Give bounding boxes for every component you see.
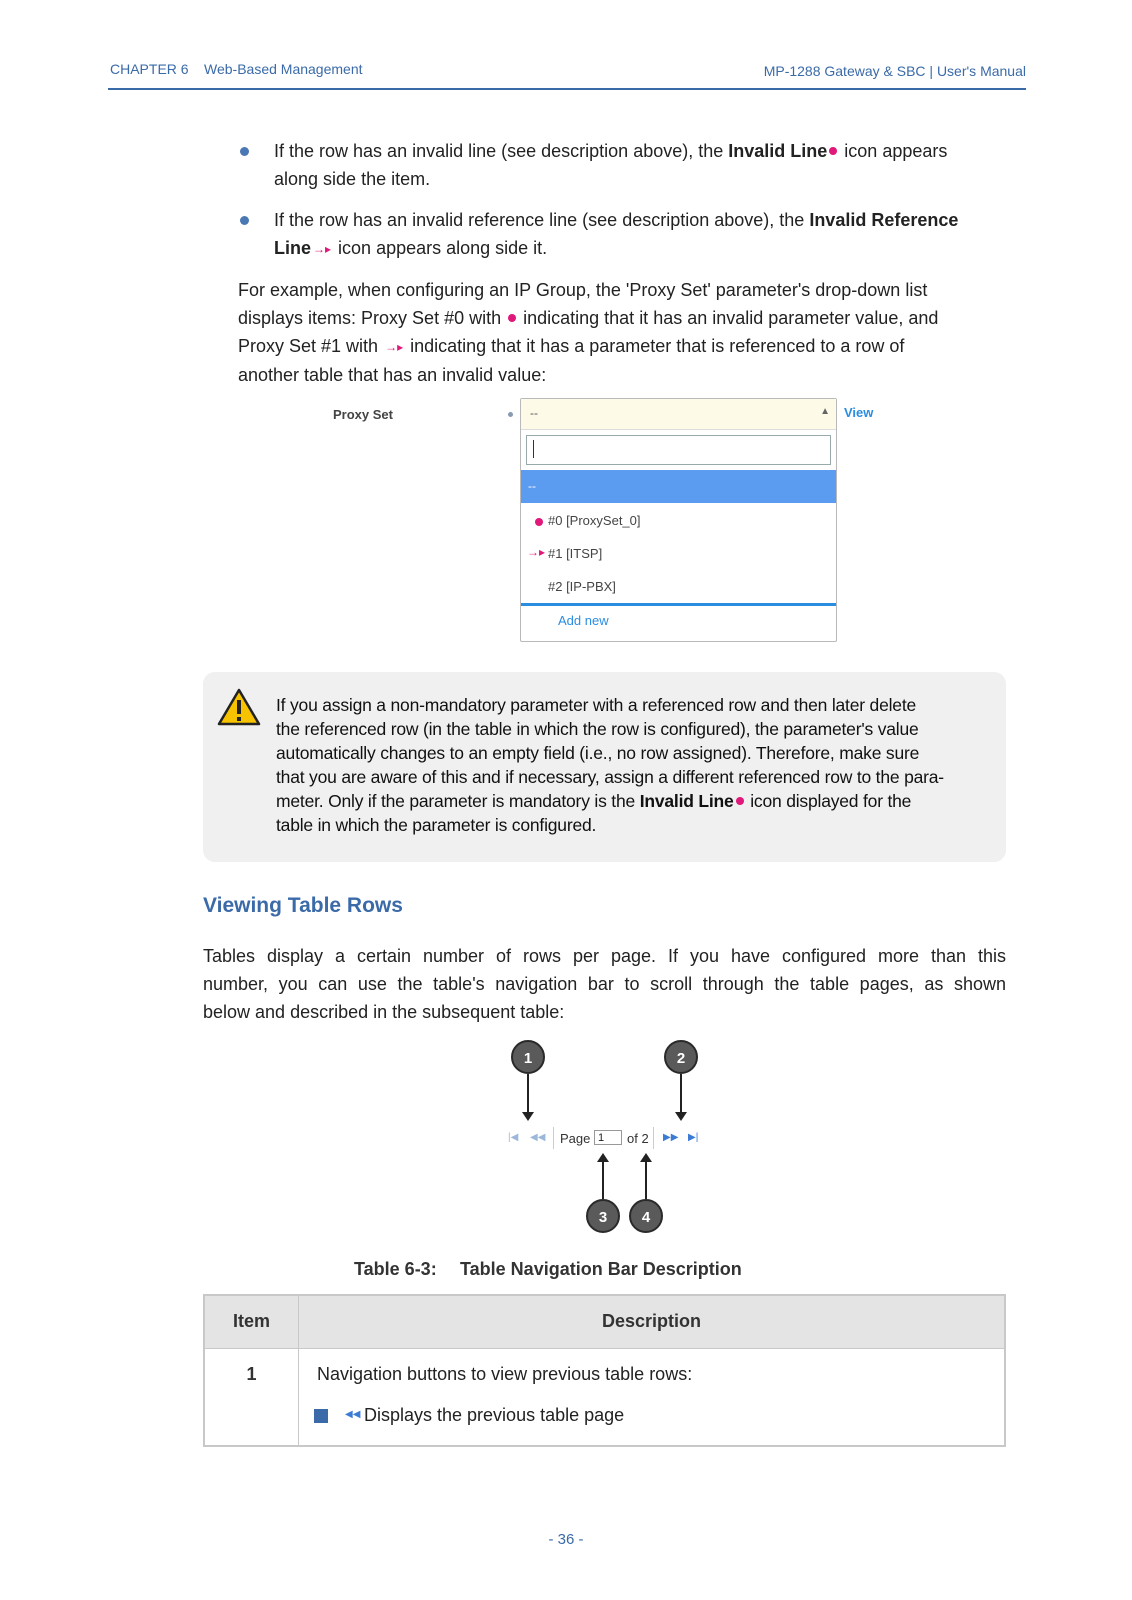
bullet-text: If the row has an invalid line (see description above), the xyxy=(274,141,729,161)
bullet-bold: Invalid Reference xyxy=(809,210,959,230)
dropdown-option-empty[interactable] xyxy=(521,470,836,503)
bullet-text: If the row has an invalid reference line (see description above), the xyxy=(274,210,810,230)
table-caption-title: Table Navigation Bar Description xyxy=(460,1259,742,1279)
invalid-reference-icon: →▸ xyxy=(385,340,404,354)
arrow-head xyxy=(522,1112,534,1121)
section-paragraph xyxy=(203,942,1006,1026)
dropdown-search-input[interactable] xyxy=(526,435,831,465)
arrow-down xyxy=(527,1074,529,1114)
row-sub-description: Displays the previous table page xyxy=(364,1405,625,1425)
nav-divider xyxy=(653,1127,654,1149)
callout-2: 2 xyxy=(664,1040,698,1074)
page-number-input[interactable]: 1 xyxy=(594,1130,622,1145)
field-indicator-icon xyxy=(508,412,513,417)
option-label: #2 [IP-PBX] xyxy=(548,579,616,594)
column-divider xyxy=(298,1349,299,1445)
paragraph-line: below and described in the subsequent table: xyxy=(203,1002,565,1022)
invalid-reference-icon: →▸ xyxy=(313,242,332,256)
note-box xyxy=(203,672,1006,862)
arrow-up xyxy=(602,1161,604,1199)
last-page-icon[interactable]: ▶| xyxy=(688,1132,699,1143)
bullet-text: along side the item. xyxy=(274,169,431,189)
paragraph-line: displays items: Proxy Set #0 with xyxy=(238,308,507,328)
column-header-description: Description xyxy=(601,1311,702,1331)
column-header-item: Item xyxy=(232,1311,270,1331)
note-line: table in which the parameter is configured. xyxy=(276,815,597,835)
invalid-reference-icon: →▸ xyxy=(527,545,546,559)
paragraph-line: Proxy Set #1 with xyxy=(238,336,384,356)
page-count-label: of 2 xyxy=(627,1131,649,1146)
warning-icon xyxy=(217,688,261,726)
option-label: #1 [ITSP] xyxy=(548,546,603,561)
invalid-line-icon xyxy=(829,147,837,155)
note-line: the referenced row (in the table in which the row is configured), the parameter's value xyxy=(276,719,919,739)
paragraph-line: For example, when configuring an IP Group, the 'Proxy Set' parameter's drop-down list xyxy=(238,280,928,300)
note-line: meter. Only if the parameter is mandatory is the xyxy=(276,791,640,811)
dropdown-option-2[interactable] xyxy=(521,573,836,603)
chapter-number: CHAPTER 6 xyxy=(110,61,189,77)
bullet-bold: Line xyxy=(274,238,312,258)
paragraph-line: indicating that it has a parameter that is referenced to a row of xyxy=(405,336,905,356)
table-header-row xyxy=(205,1296,1004,1349)
note-line: If you assign a non-mandatory parameter with a referenced row and then later delete xyxy=(276,695,917,715)
add-new-link[interactable]: Add new xyxy=(558,613,609,628)
section-heading: Viewing Table Rows xyxy=(203,894,403,917)
example-paragraph xyxy=(238,276,1028,389)
dropdown-option-0[interactable] xyxy=(521,507,836,537)
bullet-marker xyxy=(240,147,249,156)
note-line: that you are aware of this and if necessary, assign a different referenced row to the para- xyxy=(276,767,944,787)
arrow-head xyxy=(675,1112,687,1121)
paragraph-line: number, you can use the table's navigation bar to scroll through the table pages, as shown xyxy=(203,974,1006,994)
caret-up-icon: ▲ xyxy=(820,406,830,417)
bullet-text: icon appears along side it. xyxy=(333,238,548,258)
page-label: Page xyxy=(560,1131,591,1146)
next-page-icon[interactable]: ▶▶ xyxy=(663,1132,679,1143)
note-line: icon displayed for the xyxy=(745,791,912,811)
bullet-invalid-reference xyxy=(274,206,1019,263)
navigation-bar-table xyxy=(203,1294,1006,1447)
table-caption-number: Table 6-3: xyxy=(354,1259,437,1279)
bullet-invalid-line xyxy=(274,137,1014,193)
option-label: -- xyxy=(528,479,536,493)
table-row xyxy=(205,1349,1004,1445)
manual-title: MP-1288 Gateway & SBC | User's Manual xyxy=(763,63,1026,79)
chapter-title: Web-Based Management xyxy=(204,61,363,77)
invalid-line-icon xyxy=(508,314,516,322)
dropdown-header[interactable] xyxy=(521,399,836,430)
note-text xyxy=(276,693,996,837)
dropdown-option-1[interactable] xyxy=(521,540,836,570)
dropdown-selected-value: -- xyxy=(530,406,538,420)
page-number: - 36 - xyxy=(548,1531,584,1548)
invalid-line-icon xyxy=(535,518,543,526)
text-cursor xyxy=(533,440,534,458)
bullet-text: icon appears xyxy=(839,141,948,161)
note-bold: Invalid Line xyxy=(639,791,734,811)
view-link[interactable]: View xyxy=(844,405,874,420)
callout-3: 3 xyxy=(586,1199,620,1233)
dropdown-separator xyxy=(521,603,836,606)
arrow-up xyxy=(645,1161,647,1199)
row-description: Navigation buttons to view previous table rows: xyxy=(317,1364,693,1384)
invalid-line-icon xyxy=(736,797,744,805)
note-line: automatically changes to an empty field (i.e., no row assigned). Therefore, make sure xyxy=(276,743,920,763)
bullet-marker xyxy=(240,216,249,225)
row-item-number: 1 xyxy=(246,1364,257,1384)
bullet-bold: Invalid Line xyxy=(728,141,828,161)
first-page-icon[interactable]: |◀ xyxy=(508,1132,519,1143)
header-rule xyxy=(108,88,1026,90)
nav-divider xyxy=(553,1127,554,1149)
arrow-down xyxy=(680,1074,682,1114)
option-label: #0 [ProxySet_0] xyxy=(548,513,641,528)
callout-4: 4 xyxy=(629,1199,663,1233)
paragraph-line: another table that has an invalid value: xyxy=(238,365,547,385)
paragraph-line: Tables display a certain number of rows per page. If you have configured more than this xyxy=(203,946,1006,966)
previous-page-icon[interactable]: ◀◀ xyxy=(530,1132,546,1143)
paragraph-line: indicating that it has an invalid parameter value, and xyxy=(518,308,939,328)
square-bullet xyxy=(314,1409,328,1423)
proxy-set-dropdown[interactable] xyxy=(520,398,837,642)
proxy-set-label: Proxy Set xyxy=(333,407,393,422)
previous-page-icon: ◀◀ xyxy=(345,1409,361,1420)
callout-1: 1 xyxy=(511,1040,545,1074)
